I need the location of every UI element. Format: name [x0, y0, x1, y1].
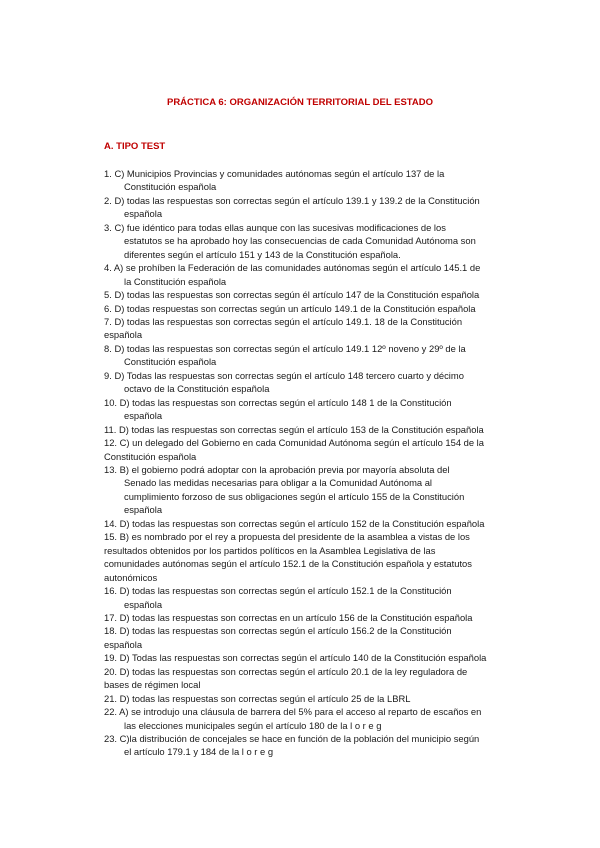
answer-text-line: Constitución española	[124, 356, 217, 368]
answer-text-line: diferentes según el artículo 151 y 143 de la Constitución española.	[124, 248, 401, 260]
answer-text-line: D) todas las respuestas son correctas según el artículo 20.1 de la ley reguladora de	[119, 665, 468, 677]
answer-text-line: D) todas las respuestas son correctas en un artículo 156 de la Constitución española	[119, 611, 473, 623]
answer-number: 18.	[104, 625, 118, 637]
answer-item	[104, 705, 524, 732]
answer-text-line: C) fue idéntico para todas ellas aunque con las sucesivas modificaciones de los	[114, 221, 446, 233]
answer-text-line: C)la distribución de concejales se hace en función de la población del municipio según	[119, 733, 480, 745]
answer-text-line: española	[104, 329, 143, 341]
answer-text-line: A) se introdujo una cláusula de barrera del 5% para el acceso al reparto de escaños en	[119, 706, 482, 718]
answer-text-line: el artículo 179.1 y 184 de la l o r e g	[124, 746, 274, 758]
answer-text-line: octavo de la Constitución española	[124, 383, 270, 395]
answer-text-line: resultados obtenidos por los partidos políticos en la Asamblea Legislativa de las	[104, 544, 436, 556]
answer-text-line: D) todas las respuestas son correctas según el artículo 139.1 y 139.2 de la Constitución	[114, 194, 480, 206]
answer-text-line: B) es nombrado por el rey a propuesta del presidente de la asamblea a vistas de los	[119, 531, 470, 543]
answer-text-line: D) todas las respuestas son correctas según el artículo 153 de la Constitución española	[118, 423, 484, 435]
answer-number: 4.	[104, 262, 112, 274]
answer-item	[104, 167, 524, 194]
answer-text-line: C) Municipios Provincias y comunidades autónomas según el artículo 137 de la	[114, 168, 445, 179]
answer-item	[104, 611, 524, 624]
answer-text-line: D) todas las respuestas son correctas según el artículo 149.1. 18 de la Constitución	[114, 315, 463, 327]
answer-text-line: D) todas respuestas son correctas según un artículo 149.1 de la Constitución española	[114, 302, 476, 314]
answer-text-line: estatutos se ha aprobado hoy las consecuencias de cada Comunidad Autónoma son	[124, 235, 476, 247]
answer-text-line: española	[124, 598, 163, 610]
answer-text-line: Constitución española	[124, 181, 217, 193]
answer-text-line: Senado las medidas necesarias para obligar a la Comunidad Autónoma al	[124, 477, 433, 489]
answer-number: 5.	[104, 289, 112, 301]
answer-number: 12.	[104, 437, 118, 449]
answer-item	[104, 624, 524, 651]
answer-text-line: española	[104, 638, 143, 650]
answer-item	[104, 436, 524, 463]
answer-item	[104, 221, 524, 261]
answer-text-line: B) el gobierno podrá adoptar con la aprobación previa por mayoría absoluta del	[119, 463, 450, 475]
answer-text-line: D) todas las respuestas son correctas según el artículo 25 de la LBRL	[119, 692, 411, 704]
answer-number: 11.	[104, 423, 117, 435]
answer-item	[104, 732, 524, 759]
answer-item	[104, 315, 524, 342]
answer-text-line: D) Todas las respuestas son correctas según el artículo 140 de la Constitución española	[119, 652, 487, 664]
answer-text-line: A) se prohíben la Federación de las comunidades autónomas según el artículo 145.1 de	[113, 262, 481, 274]
answer-number: 1.	[104, 168, 112, 179]
answer-item	[104, 463, 524, 517]
answer-text-line: D) Todas las respuestas son correctas según el artículo 148 tercero cuarto y décimo	[114, 369, 464, 381]
answer-number: 20.	[104, 665, 118, 677]
answer-item	[104, 665, 524, 692]
answer-number: 2.	[104, 194, 112, 206]
answer-item	[104, 288, 524, 301]
document-title: PRÁCTICA 6: ORGANIZACIÓN TERRITORIAL DEL ESTADO	[166, 97, 433, 108]
answer-item	[104, 584, 524, 611]
answer-text-line: D) todas las respuestas son correctas según el artículo 149.1 12º noveno y 29º de la	[114, 342, 466, 354]
answer-item	[104, 651, 524, 664]
answer-number: 7.	[104, 315, 112, 327]
answer-item	[104, 369, 524, 396]
answer-number: 3.	[104, 221, 112, 233]
answer-number: 15.	[104, 531, 118, 543]
answer-text-line: española	[124, 410, 163, 422]
answer-text-line: la Constitución española	[124, 275, 227, 287]
answer-item	[104, 342, 524, 369]
answer-number: 13.	[104, 463, 118, 475]
answer-text-line: D) todas las respuestas son correctas según él artículo 147 de la Constitución española	[114, 289, 480, 301]
answer-text-line: cumplimiento forzoso de sus obligaciones según el artículo 155 de la Constitución	[124, 490, 465, 502]
answer-text-line: D) todas las respuestas son correctas según el artículo 152.1 de la Constitución	[119, 585, 452, 597]
answer-number: 16.	[104, 585, 118, 597]
answer-number: 21.	[104, 692, 118, 704]
answer-number: 14.	[104, 517, 118, 529]
answer-text-line: bases de régimen local	[104, 679, 201, 691]
answer-number: 22.	[104, 706, 118, 718]
answer-list	[104, 167, 524, 759]
answer-number: 6.	[104, 302, 112, 314]
answer-text-line: autonómicos	[104, 571, 158, 583]
answer-text-line: las elecciones municipales según el artículo 180 de la l o r e g	[124, 719, 382, 731]
answer-item	[104, 517, 524, 530]
answer-text-line: D) todas las respuestas son correctas según el artículo 152 de la Constitución española	[119, 517, 485, 529]
answer-text-line: C) un delegado del Gobierno en cada Comunidad Autónoma según el artículo 154 de la	[119, 437, 484, 449]
answer-item	[104, 423, 524, 436]
answer-text-line: Constitución española	[104, 450, 197, 462]
answer-number: 19.	[104, 652, 118, 664]
answer-item	[104, 261, 524, 288]
answer-text-line: española	[124, 504, 163, 516]
answer-number: 17.	[104, 611, 118, 623]
answer-item	[104, 194, 524, 221]
answer-number: 23.	[104, 733, 118, 745]
answer-item	[104, 396, 524, 423]
answer-item	[104, 302, 524, 315]
answer-number: 8.	[104, 342, 112, 354]
answer-text-line: D) todas las respuestas son correctas según el artículo 156.2 de la Constitución	[119, 625, 452, 637]
answer-text-line: D) todas las respuestas son correctas según el artículo 148 1 de la Constitución	[119, 396, 452, 408]
answer-number: 10.	[104, 396, 118, 408]
answer-text-line: comunidades autónomas según el artículo 152.1 de la Constitución española y estatutos	[104, 558, 472, 570]
answer-item	[104, 692, 524, 705]
answer-number: 9.	[104, 369, 112, 381]
section-heading: A. TIPO TEST	[104, 141, 166, 152]
answer-item	[104, 530, 524, 584]
answer-text-line: española	[124, 208, 163, 220]
